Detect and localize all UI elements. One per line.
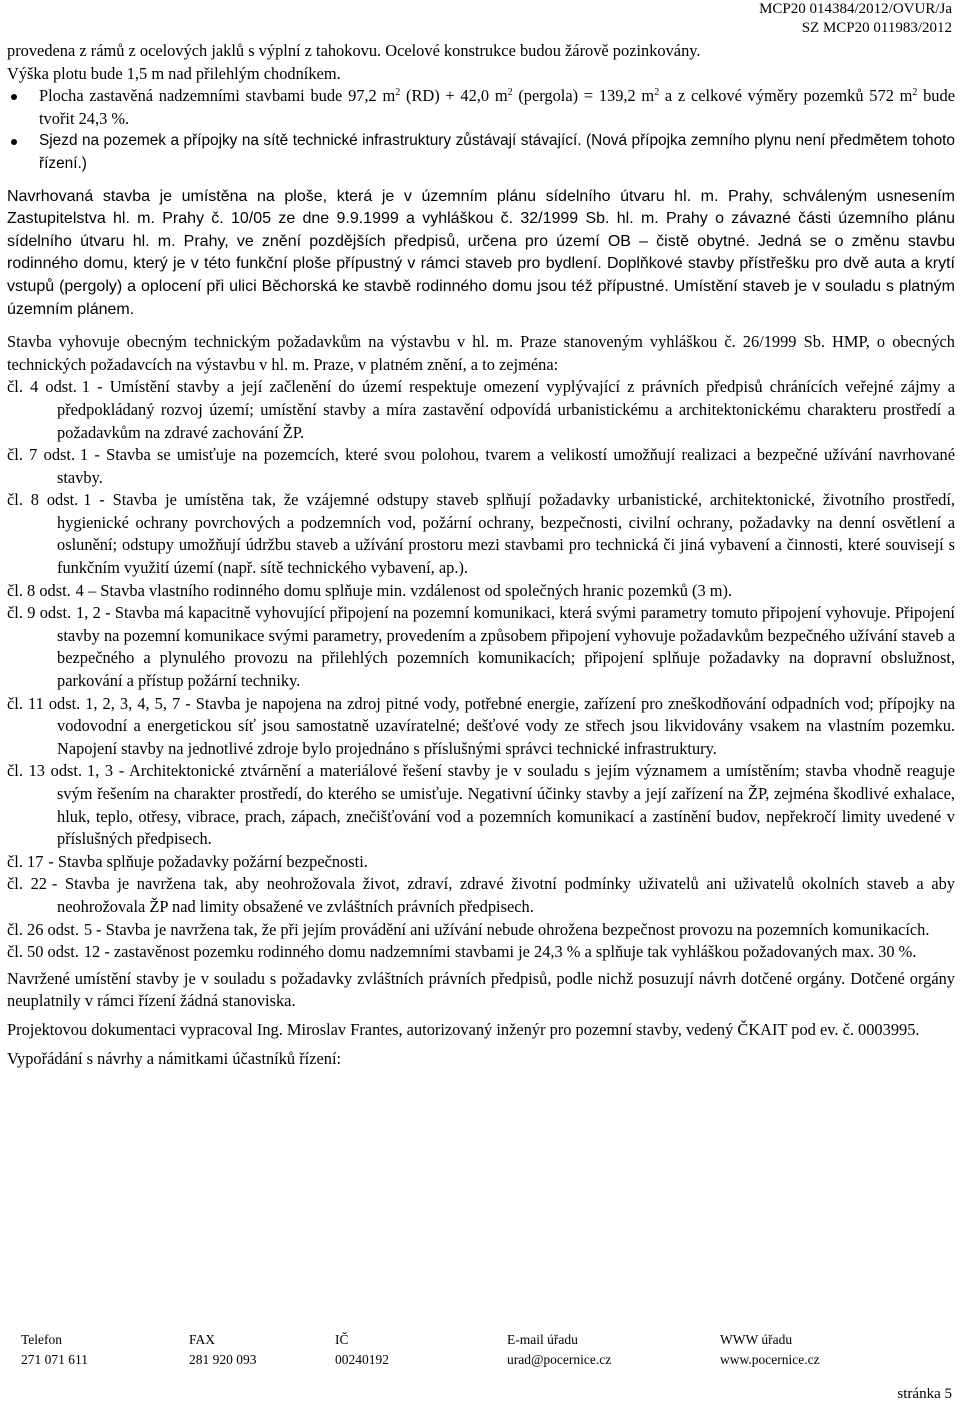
phone-block bbox=[21, 1330, 88, 1370]
ic-block bbox=[335, 1330, 389, 1370]
bullet-icon bbox=[11, 139, 17, 145]
office-contact-footer bbox=[0, 1330, 960, 1370]
phone-label: Telefon bbox=[21, 1332, 63, 1347]
article-item: čl. 13 odst. 1, 3 - Architektonické ztvárnění a materiálové řešení stavby je v souladu s jejím významem a umístěním; stavba vhodně reaguje svým řešením na charakter prostředí, do kterého se umisťuje. Negativní účinky stavby a její zařízení na ŽP, zejména škodlivé exhalace, hluk, teplo, otřesy, vibrace, prach, zápach, znečišťování vod a pozemních komunikací a zastínění budov, nepřekročí limity uvedené v příslušných předpisech. bbox=[7, 761, 955, 849]
objections-heading: Vypořádání s návrhy a námitkami účastníků řízení: bbox=[7, 1048, 342, 1068]
continuation-line-2: Výška plotu bude 1,5 m nad přilehlým chodníkem. bbox=[7, 63, 341, 83]
email-block bbox=[507, 1330, 611, 1370]
reference-number-1: MCP20 014384/2012/OVUR/Ja bbox=[759, 1, 952, 17]
email-value[interactable]: urad@pocernice.cz bbox=[507, 1352, 612, 1367]
article-item: čl. 7 odst. 1 - Stavba se umisťuje na pozemcích, které svou polohou, tvarem a velikostí umožňují realizaci a bezpečné užívání navrhované stavby. bbox=[7, 445, 955, 487]
article-item: čl. 26 odst. 5 - Stavba je navržena tak, že při jejím provádění ani užívání nebude ohrožena bezpečnost provozu na pozemních komunikacích. bbox=[7, 919, 930, 939]
requirements-intro: Stavba vyhovuje obecným technickým požadavkům na výstavbu v hl. m. Praze stanoveným vyhláškou č. 26/1999 Sb. HMP, o obecných technických požadavcích na výstavbu v hl. m. Praze, v platném znění, a to zejména: bbox=[7, 332, 955, 374]
phone-value: 271 071 611 bbox=[21, 1352, 88, 1367]
continuation-text bbox=[7, 40, 955, 85]
page-number: stránka 5 bbox=[897, 1386, 952, 1402]
bullet-driveway-connections: Sjezd na pozemek a přípojky na sítě technické infrastruktury zůstávají stávající. (Nová přípojka zemního plynu není předmětem tohoto řízení.) bbox=[7, 130, 955, 175]
fax-value: 281 920 093 bbox=[189, 1352, 257, 1367]
web-label: WWW úřadu bbox=[720, 1332, 793, 1347]
email-label: E-mail úřadu bbox=[507, 1332, 578, 1347]
project-documentation-paragraph: Projektovou dokumentaci vypracoval Ing. Miroslav Frantes, autorizovaný inženýr pro pozemní stavby, vedený ČKAIT pod ev. č. 0003995. bbox=[7, 1019, 920, 1039]
article-item: čl. 50 odst. 12 - zastavěnost pozemku rodinného domu nadzemními stavbami je 24,3 % a splňuje tak vyhláškou požadovaných max. 30 %. bbox=[7, 942, 917, 962]
articles-list bbox=[7, 376, 955, 963]
article-item: čl. 8 odst. 4 – Stavba vlastního rodinného domu splňuje min. vzdálenost od společných hranic pozemků (3 m). bbox=[7, 580, 733, 600]
document-body bbox=[7, 40, 955, 1070]
bullet-icon bbox=[11, 94, 17, 100]
fax-block bbox=[189, 1330, 257, 1370]
article-item: čl. 9 odst. 1, 2 - Stavba má kapacitně vyhovující připojení na pozemní komunikaci, která svými parametry tomuto připojení vyhovuje. Připojení stavby na pozemní komunikace svými parametry, provedením a způsobem připojení vyhovuje požadavkům bezpečného užívání staveb a bezpečného a plynulého provozu na přilehlých pozemních komunikacích; připojení splňuje požadavky na dopravní obslužnost, parkování a přístup požární techniky. bbox=[7, 603, 955, 691]
ic-value: 00240192 bbox=[335, 1352, 389, 1367]
bullet-built-area: Plocha zastavěná nadzemními stavbami bude 97,2 $m^2$ (RD) + 42,0 $m^2$ (pergola) = 139,2 $m^2$ a z celkové výměry pozemků 572 $m^2$ bude tvořit 24,3 %. bbox=[7, 85, 955, 130]
article-item: čl. 8 odst. 1 - Stavba je umístěna tak, že vzájemné odstupy staveb splňují požadavky urbanistické, architektonické, životního prostředí, hygienické ochrany povrchových a podzemních vod, požární ochrany, bezpečnosti, civilní ochrany, požadavky na denní osvětlení a oslunění; odstupy umožňují údržbu staveb a užívání prostoru mezi stavbami pro technická či jiná vybavení a činnosti, které souvisejí s funkčním využití území (např. sítě technického vybavení, ap.). bbox=[7, 490, 955, 578]
fax-label: FAX bbox=[189, 1332, 216, 1347]
article-item: čl. 17 - Stavba splňuje požadavky požární bezpečnosti. bbox=[7, 851, 368, 871]
continuation-line-1: provedena z rámů z ocelových jaklů s výplní z tahokovu. Ocelové konstrukce budou žárově pozinkovány. bbox=[7, 41, 701, 60]
zoning-paragraph: Navrhovaná stavba je umístěna na ploše, která je v územním plánu sídelního útvaru hl. m. Prahy, schváleným usnesením Zastupitelstva hl. m. Prahy č. 10/05 ze dne 9.9.1999 a vyhláškou č. 32/1999 Sb. hl. m. Prahy o závazné části územního plánu sídelního útvaru hl. m. Prahy, ve znění pozdějších předpisů, určena pro území OB – čistě obytné. Jedná se o změnu stavbu rodinného domu, který je v této funkční ploše přípustný v rámci staveb pro bydlení. Doplňkové stavby přístřešku pro dvě auta a krytí vstupů (pergoly) a oplocení při ulici Běchorská ke stavbě rodinného domu jsou též přípustné. Umístění staveb je v souladu s platným územním plánem. bbox=[7, 187, 955, 318]
compliance-paragraph: Navržené umístění stavby je v souladu s požadavky zvláštních právních předpisů, podle nichž posuzují návrh dotčené orgány. Dotčené orgány neuplatnily v rámci řízení žádná stanoviska. bbox=[7, 968, 955, 1011]
ic-label: IČ bbox=[335, 1332, 349, 1347]
web-block bbox=[720, 1330, 820, 1370]
article-item: čl. 4 odst. 1 - Umístění stavby a její začlenění do území respektuje omezení vyplývající z právních předpisů chránících veřejné zájmy a předpokládaný rozvoj území; umístění stavby a míra zastavění odpovídá urbanistickému a architektonickému charakteru prostředí a požadavkům na zdravé zachování ŽP. bbox=[7, 377, 955, 442]
reference-number-2: SZ MCP20 011983/2012 bbox=[801, 20, 952, 36]
web-value[interactable]: www.pocernice.cz bbox=[720, 1352, 820, 1367]
article-item: čl. 11 odst. 1, 2, 3, 4, 5, 7 - Stavba je napojena na zdroj pitné vody, potřebné energie, zařízení pro zneškodňování odpadních vod; přípojky na vodovodní a energetickou síť jsou samostatně uzavíratelné; dešťové vody ze střech jsou likvidovány vsakem na vlastním pozemku. Napojení stavby na jednotlivé zdroje bylo projednáno s příslušnými správci technické infrastruktury. bbox=[7, 693, 956, 758]
document-reference-header bbox=[759, 0, 952, 38]
article-item: čl. 22 - Stavba je navržena tak, aby neohrožovala život, zdraví, zdravé životní podmínky uživatelů ani uživatelů okolních staveb a aby neohrožovala ŽP nad limity obsažené ve zvláštních právních předpisech. bbox=[7, 874, 955, 916]
